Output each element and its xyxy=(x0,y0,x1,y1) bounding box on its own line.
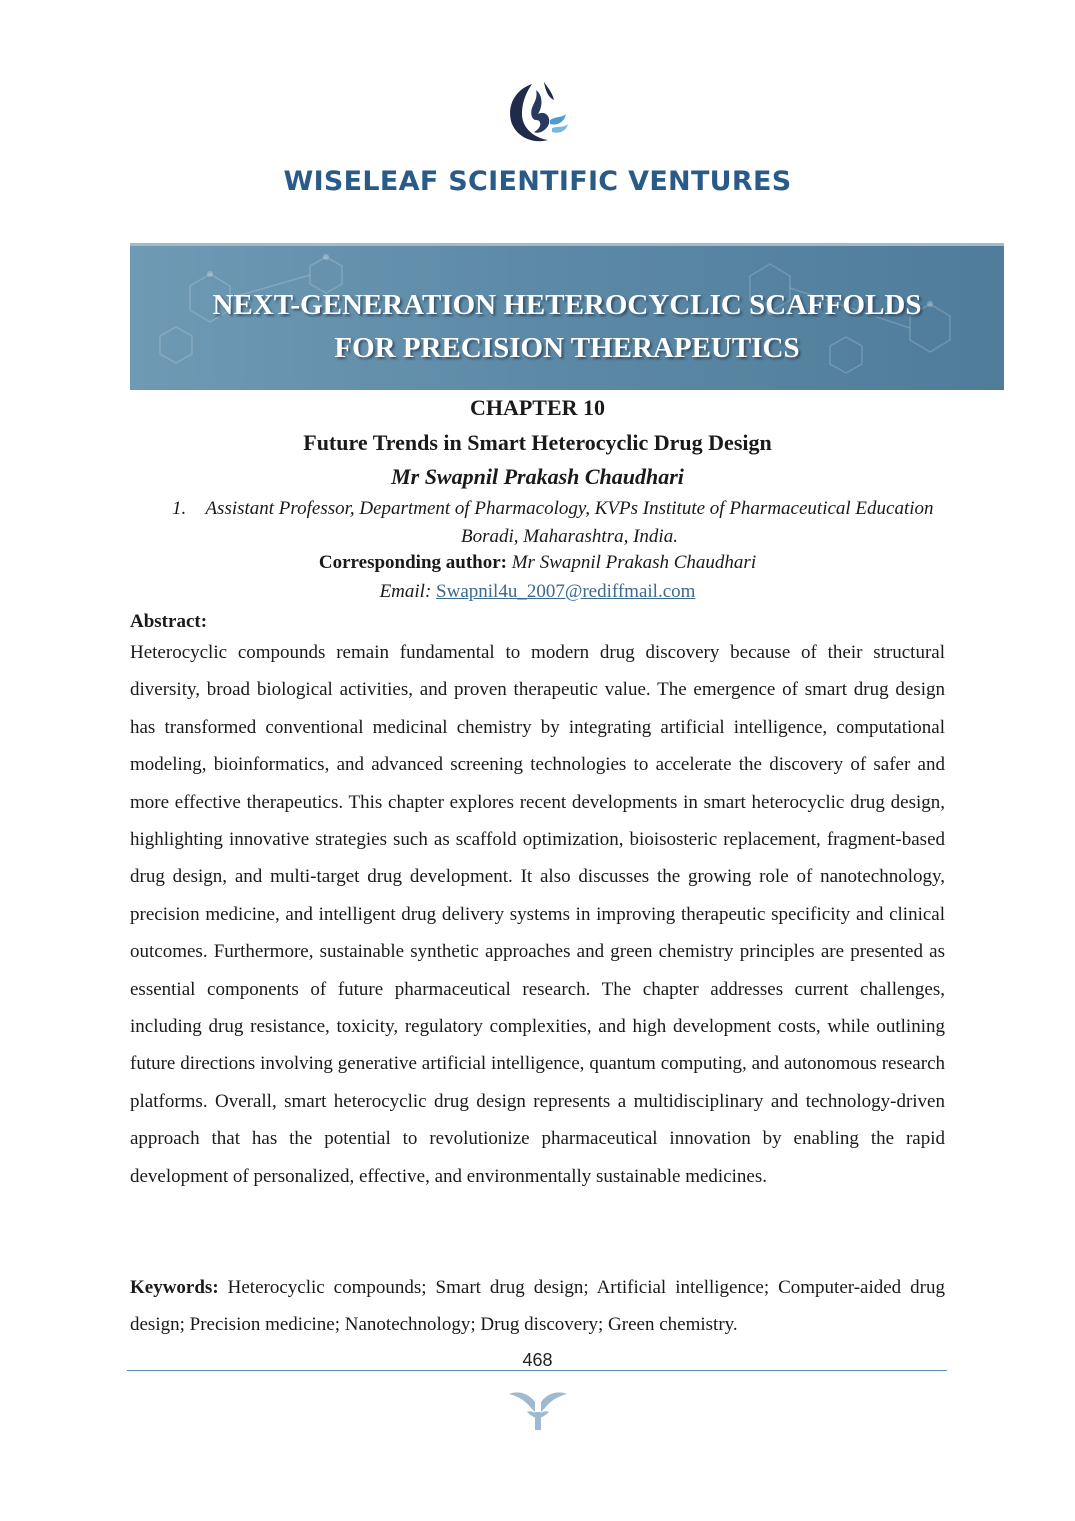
affiliation-number: 1. xyxy=(172,498,187,519)
book-title-banner xyxy=(130,243,1004,390)
affiliation-text: Assistant Professor, Department of Pharmacology, KVPs Institute of Pharmaceutical Education Boradi, Maharashtra, India. xyxy=(205,498,934,547)
footer-divider xyxy=(127,1370,947,1371)
author-affiliation xyxy=(172,495,952,551)
email-link[interactable]: Swapnil4u_2007@rediffmail.com xyxy=(436,581,696,602)
page-number: 468 xyxy=(522,1350,553,1370)
book-title-line-1: NEXT-GENERATION HETEROCYCLIC SCAFFOLDS xyxy=(212,289,922,321)
leaf-footer-icon xyxy=(505,1386,571,1432)
abstract-heading: Abstract: xyxy=(130,611,208,632)
keywords xyxy=(130,1269,945,1344)
publisher-name: WISELEAF SCIENTIFIC VENTURES xyxy=(283,166,792,197)
wiseleaf-logo-icon xyxy=(498,78,578,150)
corresponding-name: Mr Swapnil Prakash Chaudhari xyxy=(511,552,757,573)
keywords-label: Keywords: xyxy=(130,1277,219,1298)
keywords-text: Heterocyclic compounds; Smart drug design; Artificial intelligence; Computer-aided drug design; Precision medicine; Nanotechnology; Drug discovery; Green chemistry. xyxy=(130,1277,945,1336)
book-title-line-2: FOR PRECISION THERAPEUTICS xyxy=(334,332,800,364)
email-label: Email: xyxy=(379,581,432,602)
chapter-title: Future Trends in Smart Heterocyclic Drug Design xyxy=(303,430,772,455)
abstract-text: Heterocyclic compounds remain fundamental to modern drug discovery because of their structural diversity, broad biological activities, and proven therapeutic value. The emergence of smart drug design has transformed conventional medicinal chemistry by integrating artificial intelligence, computational modeling, bioinformatics, and advanced screening technologies to accelerate the discovery of safer and more effective therapeutics. This chapter explores recent developments in smart heterocyclic drug design, highlighting innovative strategies such as scaffold optimization, bioisosteric replacement, fragment-based drug design, and multi-target drug development. It also discusses the growing role of nanotechnology, precision medicine, and intelligent drug delivery systems in improving therapeutic specificity and clinical outcomes. Furthermore, sustainable synthetic approaches and green chemistry principles are presented as essential components of future pharmaceutical research. The chapter addresses current challenges, including drug resistance, toxicity, regulatory complexities, and high development costs, while outlining future directions involving generative artificial intelligence, quantum computing, and autonomous research platforms. Overall, smart heterocyclic drug design represents a multidisciplinary and technology-driven approach that has the potential to revolutionize pharmaceutical innovation by enabling the rapid development of personalized, effective, and environmentally sustainable medicines. xyxy=(130,642,945,1187)
corresponding-label: Corresponding author: xyxy=(318,552,507,573)
email-line xyxy=(0,581,1075,603)
author-name: Mr Swapnil Prakash Chaudhari xyxy=(391,464,684,489)
chapter-number: CHAPTER 10 xyxy=(469,395,606,420)
book-title xyxy=(130,284,1004,370)
corresponding-author xyxy=(0,552,1075,574)
